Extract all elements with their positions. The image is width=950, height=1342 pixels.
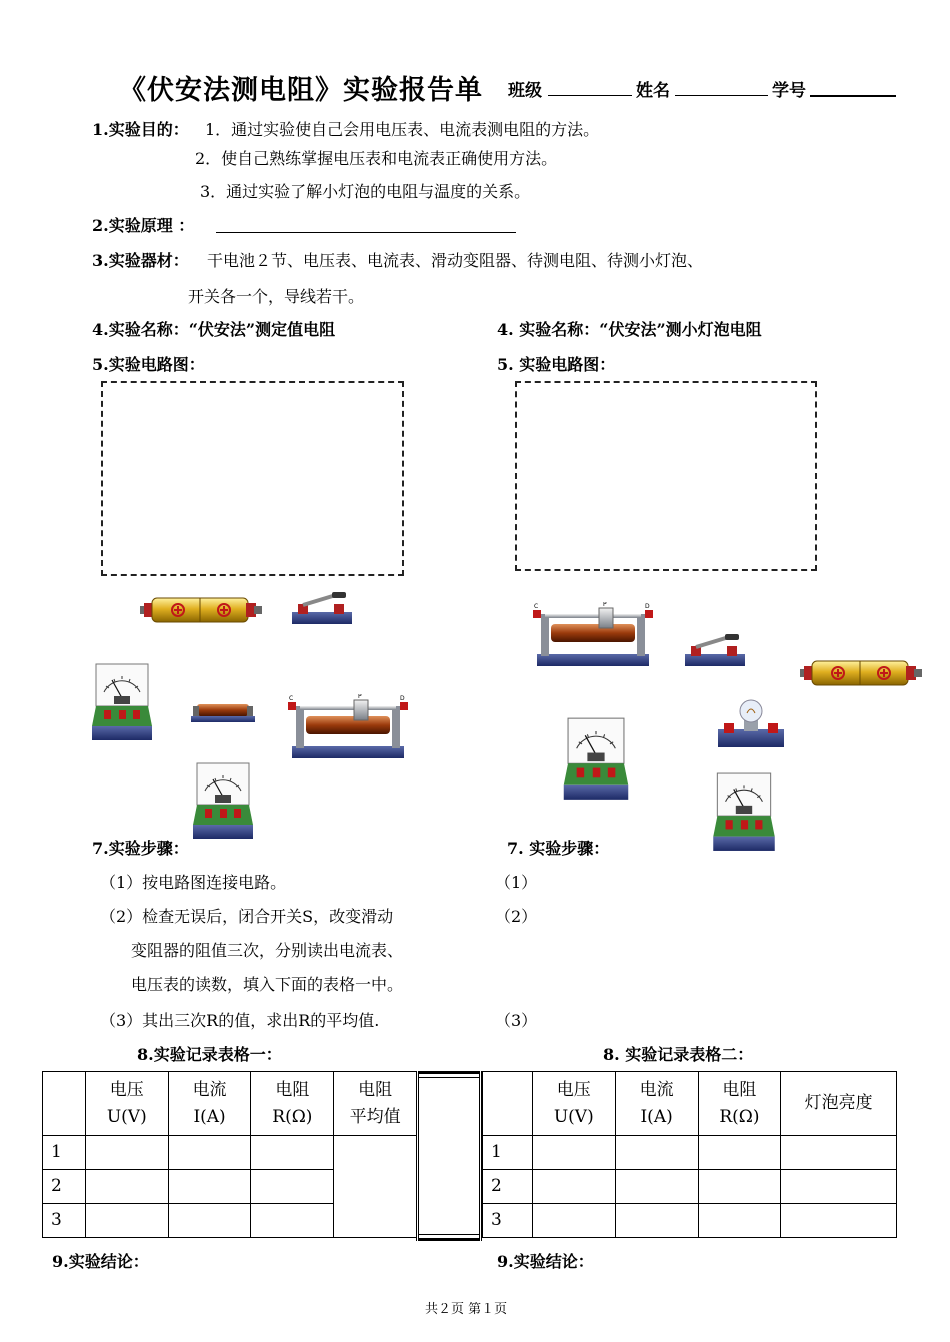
right-circuit-box[interactable] — [515, 381, 817, 571]
table-header: 灯泡亮度 — [781, 1072, 897, 1136]
table-header: 电压 U(V) — [532, 1072, 615, 1136]
right-circuit-label: 5. 实验电路图： — [497, 355, 616, 374]
record-table-1 — [42, 1071, 417, 1238]
row-number: 2 — [483, 1170, 533, 1204]
switch-icon[interactable] — [290, 590, 354, 626]
table-header: 电流 I(A) — [615, 1072, 698, 1136]
table-cell[interactable] — [781, 1170, 897, 1204]
report-title: 《伏安法测电阻》实验报告单 — [119, 75, 483, 106]
average-cell[interactable] — [334, 1136, 417, 1238]
switch-icon[interactable] — [683, 632, 747, 668]
table-cell[interactable] — [251, 1204, 334, 1238]
table-cell[interactable] — [168, 1136, 251, 1170]
right-step-1: （1） — [495, 873, 538, 892]
left-step-2: （2）检查无误后，闭合开关S，改变滑动 — [100, 907, 394, 926]
voltmeter-icon[interactable] — [713, 771, 775, 853]
left-experiment-name: 4.实验名称：“伏安法”测定值电阻 — [92, 320, 336, 339]
page-footer: 共２页 第１页 — [425, 1302, 508, 1317]
name-label: 姓名 — [636, 81, 670, 101]
row-number: 3 — [43, 1204, 86, 1238]
table-corner — [483, 1072, 533, 1136]
right-step-3: （3） — [495, 1011, 538, 1030]
record-table-2 — [482, 1071, 897, 1238]
rheostat-icon[interactable] — [533, 602, 653, 668]
left-step-1: （1）按电路图连接电路。 — [100, 873, 287, 892]
table-divider — [416, 1071, 482, 1241]
id-field[interactable] — [810, 95, 896, 97]
table-cell[interactable] — [698, 1204, 781, 1238]
table-cell[interactable] — [698, 1136, 781, 1170]
right-steps-label: 7. 实验步骤： — [507, 839, 610, 858]
right-physical-label: 6.连接实物图 — [507, 564, 604, 583]
bulb-icon[interactable] — [716, 699, 786, 749]
right-conclusion-label: 9.实验结论： — [497, 1252, 594, 1271]
purpose-item-2: 2．使自己熟练掌握电压表和电流表正确使用方法。 — [195, 149, 558, 168]
right-experiment-name: 4. 实验名称：“伏安法”测小灯泡电阻 — [497, 320, 762, 339]
voltmeter-icon[interactable] — [193, 761, 253, 841]
left-circuit-label: 5.实验电路图： — [92, 355, 205, 374]
table-header: 电压 U(V) — [85, 1072, 168, 1136]
equipment-line-1: 干电池２节、电压表、电流表、滑动变阻器、待测电阻、待测小灯泡、 — [207, 251, 704, 270]
table-header: 电阻 平均值 — [334, 1072, 417, 1136]
purpose-label: 1.实验目的： — [92, 120, 189, 139]
battery-icon[interactable] — [800, 657, 922, 689]
table-cell[interactable] — [532, 1204, 615, 1238]
table-cell[interactable] — [85, 1136, 168, 1170]
table-header: 电阻 R(Ω) — [251, 1072, 334, 1136]
right-step-2: （2） — [495, 907, 538, 926]
table-cell[interactable] — [168, 1170, 251, 1204]
table-cell[interactable] — [532, 1136, 615, 1170]
table-cell[interactable] — [85, 1204, 168, 1238]
left-table-label: 8.实验记录表格一： — [137, 1045, 282, 1064]
table-cell[interactable] — [532, 1170, 615, 1204]
left-steps-label: 7.实验步骤： — [92, 839, 189, 858]
ammeter-icon[interactable] — [563, 716, 629, 802]
table-cell[interactable] — [615, 1204, 698, 1238]
row-number: 2 — [43, 1170, 86, 1204]
purpose-item-1: 1．通过实验使自己会用电压表、电流表测电阻的方法。 — [205, 120, 600, 139]
left-step-2-cont-1: 变阻器的阻值三次，分别读出电流表、 — [131, 941, 404, 960]
table-header: 电流 I(A) — [168, 1072, 251, 1136]
table-cell[interactable] — [698, 1170, 781, 1204]
table-corner — [43, 1072, 86, 1136]
name-field[interactable] — [675, 95, 768, 96]
principle-field[interactable] — [216, 232, 516, 233]
table-cell[interactable] — [781, 1136, 897, 1170]
rheostat-icon[interactable] — [288, 694, 408, 760]
left-physical-label: 6.连接实物图 — [92, 564, 189, 583]
table-cell[interactable] — [168, 1204, 251, 1238]
equipment-label: 3.实验器材： — [92, 251, 189, 270]
left-step-3: （3）其出三次R的值，求出R的平均值. — [100, 1011, 380, 1030]
right-table-label: 8. 实验记录表格二： — [603, 1045, 754, 1064]
table-cell[interactable] — [85, 1170, 168, 1204]
purpose-item-3: 3．通过实验了解小灯泡的电阻与温度的关系。 — [200, 182, 531, 201]
row-number: 3 — [483, 1204, 533, 1238]
left-step-2-cont-2: 电压表的读数，填入下面的表格一中。 — [131, 975, 404, 994]
row-number: 1 — [43, 1136, 86, 1170]
left-circuit-box[interactable] — [101, 381, 404, 576]
row-number: 1 — [483, 1136, 533, 1170]
ammeter-icon[interactable] — [92, 662, 152, 742]
table-cell[interactable] — [251, 1170, 334, 1204]
id-label: 学号 — [772, 81, 806, 101]
equipment-line-2: 开关各一个，导线若干。 — [188, 287, 365, 306]
table-cell[interactable] — [615, 1136, 698, 1170]
left-conclusion-label: 9.实验结论： — [52, 1252, 149, 1271]
table-cell[interactable] — [251, 1136, 334, 1170]
table-header: 电阻 R(Ω) — [698, 1072, 781, 1136]
battery-icon[interactable] — [140, 594, 262, 626]
class-field[interactable] — [548, 95, 632, 96]
class-label: 班级 — [508, 81, 542, 101]
principle-label: 2.实验原理 ： — [92, 216, 195, 235]
resistor-icon[interactable] — [191, 700, 255, 724]
table-cell[interactable] — [615, 1170, 698, 1204]
table-cell[interactable] — [781, 1204, 897, 1238]
